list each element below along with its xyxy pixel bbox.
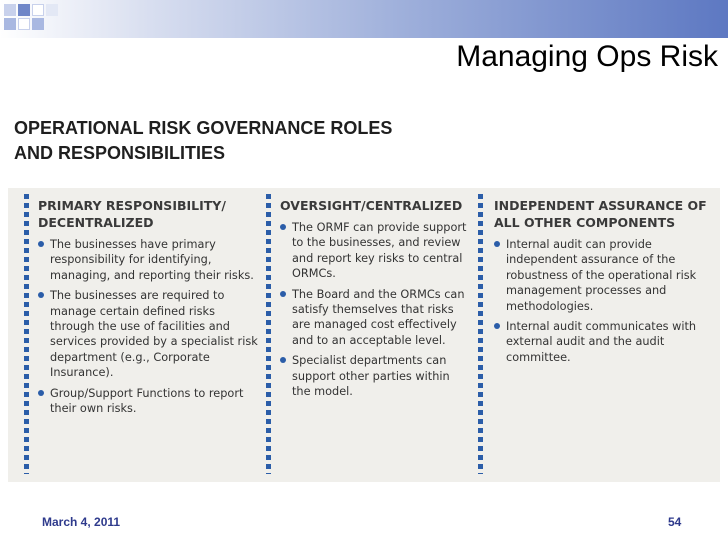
dotted-divider	[24, 194, 29, 474]
section-heading-line-2: AND RESPONSIBILITIES	[14, 143, 226, 163]
decor-square	[46, 4, 58, 16]
column-heading-line-2: ALL OTHER COMPONENTS	[494, 215, 676, 230]
column-heading	[494, 197, 708, 231]
bullet-dot-icon	[280, 357, 286, 363]
list-item	[280, 353, 470, 399]
decor-square	[32, 4, 44, 16]
bullet-dot-icon	[38, 292, 44, 298]
column-oversight	[280, 197, 470, 404]
list-item-text: The businesses are required to manage certain defined risks through the use of facilities and services provided by a specialist risk department (e.g., Corporate Insurance).	[50, 289, 258, 380]
decor-square	[4, 18, 16, 30]
decor-square	[32, 18, 44, 30]
bullet-dot-icon	[280, 224, 286, 230]
bullet-dot-icon	[38, 241, 44, 247]
slide-title: Managing Ops Risk	[456, 40, 718, 73]
list-item-text: The businesses have primary responsibility for identifying, managing, and reporting their risks.	[50, 238, 254, 282]
list-item	[494, 237, 708, 314]
column-heading-line-1: PRIMARY RESPONSIBILITY/	[38, 198, 226, 213]
column-heading	[38, 197, 260, 231]
list-item-text: The Board and the ORMCs can satisfy themselves that risks are managed cost effectively and to an acceptable level.	[292, 287, 465, 347]
list-item	[38, 288, 260, 380]
decor-square	[18, 18, 30, 30]
list-item	[280, 220, 470, 282]
list-item	[38, 237, 260, 283]
bullet-dot-icon	[38, 390, 44, 396]
footer-date: March 4, 2011	[42, 515, 121, 529]
section-heading-line-1: OPERATIONAL RISK GOVERNANCE ROLES	[14, 118, 393, 138]
bullet-dot-icon	[280, 291, 286, 297]
column-heading-line-1: INDEPENDENT ASSURANCE OF	[494, 198, 707, 213]
decor-square	[4, 4, 16, 16]
page-number: 54	[668, 515, 682, 529]
column-primary-responsibility	[38, 197, 260, 421]
list-item	[38, 386, 260, 417]
list-item-text: Group/Support Functions to report their own risks.	[50, 386, 244, 416]
column-heading-line-2: DECENTRALIZED	[38, 215, 154, 230]
bullet-dot-icon	[494, 323, 500, 329]
list-item-text: Specialist departments can support other parties within the model.	[292, 354, 450, 399]
dotted-divider	[266, 194, 271, 474]
list-item-text: Internal audit can provide independent assurance of the robustness of the operational risk management processes and methodologies.	[506, 238, 697, 313]
column-heading	[280, 197, 470, 214]
list-item	[494, 319, 708, 365]
column-heading-line-1: OVERSIGHT/CENTRALIZED	[280, 198, 463, 213]
dotted-divider	[478, 194, 483, 474]
list-item-text: The ORMF can provide support to the businesses, and review and report key risks to central ORMCs.	[292, 221, 467, 281]
bullet-dot-icon	[494, 241, 500, 247]
section-heading	[14, 116, 614, 166]
decor-square	[18, 4, 30, 16]
list-item-text: Internal audit communicates with external audit and the audit committee.	[506, 320, 697, 364]
header-decoration-bar	[0, 0, 728, 38]
list-item	[280, 287, 470, 349]
column-independent-assurance	[494, 197, 708, 370]
